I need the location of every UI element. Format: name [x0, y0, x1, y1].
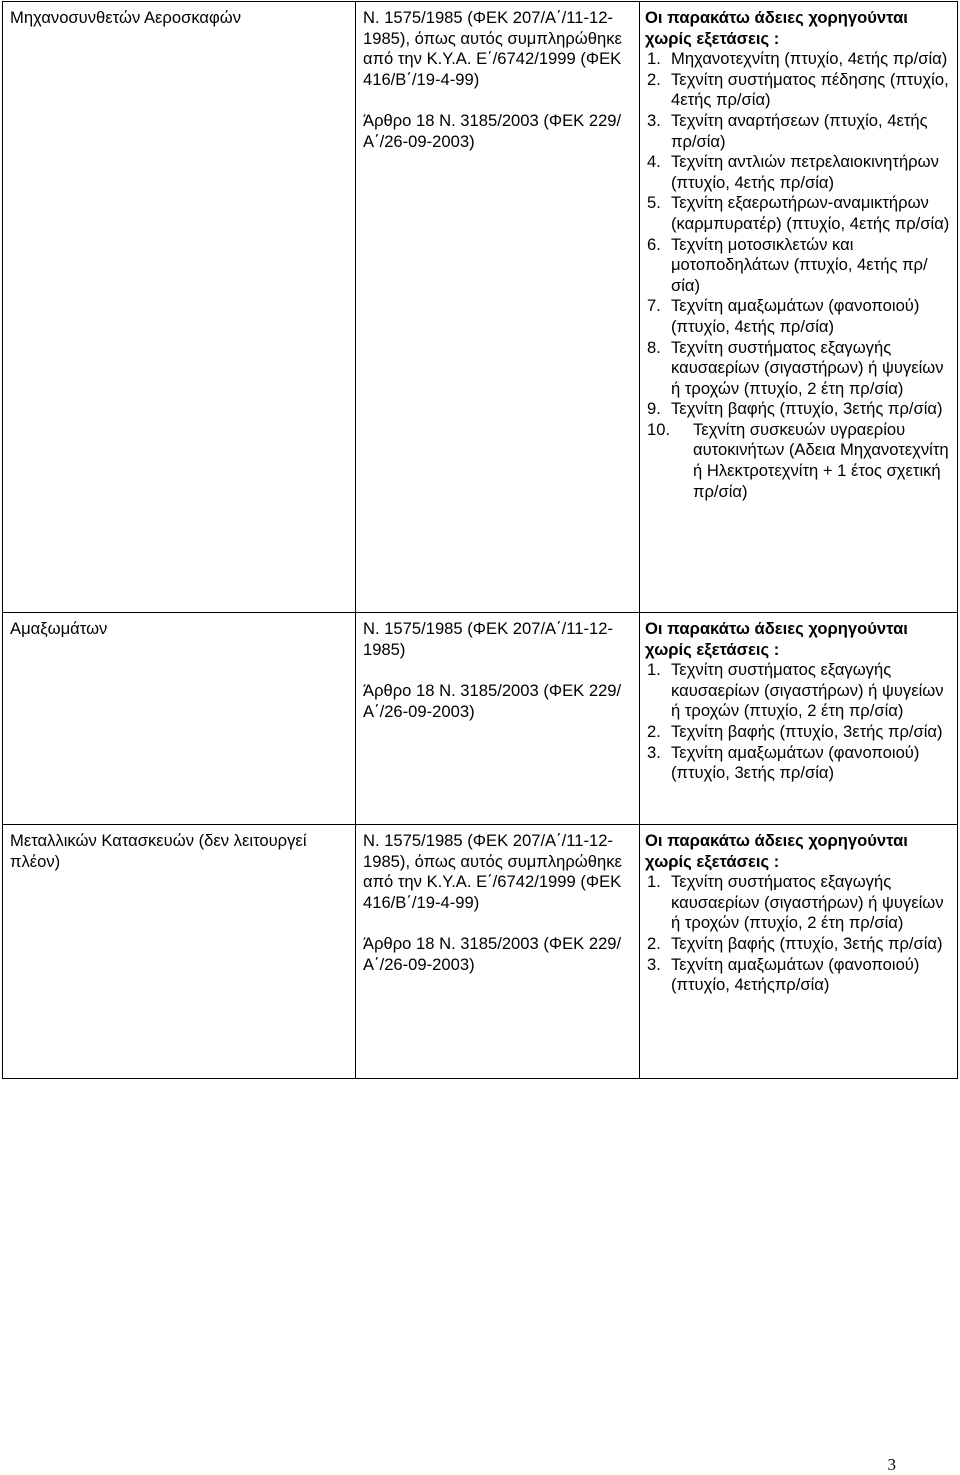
- item-text: Τεχνίτη συστήματος εξαγωγής καυσαερίων (σιγαστήρων) ή ψυγείων ή τροχών (πτυχίο, 2 έτη πρ/σία): [671, 660, 944, 721]
- list-item: [647, 722, 950, 743]
- list-item: [647, 338, 950, 400]
- permits-cell: [640, 825, 958, 1079]
- item-text: Τεχνίτη μοτοσικλετών και μοτοποδηλάτων (πτυχίο, 4ετής πρ/σία): [671, 234, 928, 295]
- permits-heading: Οι παρακάτω άδειες χορηγούνται χωρίς εξετάσεις :: [645, 8, 908, 48]
- list-item: [647, 193, 950, 234]
- legal-basis-cell: [356, 825, 640, 1079]
- item-text: Τεχνίτη βαφής (πτυχίο, 3ετής πρ/σία): [671, 721, 943, 741]
- item-text: Τεχνίτη συστήματος πέδησης (πτυχίο, 4ετής πρ/σία): [671, 69, 949, 110]
- category-name: Αμαξωμάτων: [10, 619, 108, 638]
- item-text: Τεχνίτη αμαξωμάτων (φανοποιού) (πτυχίο, 3ετής πρ/σία): [671, 742, 920, 783]
- item-text: Τεχνίτη αμαξωμάτων (φανοποιού) (πτυχίο, 4ετής πρ/σία): [671, 296, 920, 336]
- legal-basis-cell: [356, 2, 640, 613]
- category-cell: [3, 825, 356, 1079]
- item-text: Τεχνίτη βαφής (πτυχίο, 3ετής πρ/σία): [671, 399, 943, 419]
- list-item: [647, 660, 950, 722]
- item-number: 1.: [647, 49, 661, 69]
- category-name: Μηχανοσυνθετών Αεροσκαφών: [10, 8, 242, 27]
- item-number: 8.: [647, 337, 661, 357]
- item-number: 3.: [647, 742, 661, 762]
- table-row: [3, 2, 958, 613]
- legal-reference: Άρθρο 18 Ν. 3185/2003 (ΦΕΚ 229/Α΄/26-09-2003): [363, 111, 622, 151]
- item-number: 7.: [647, 296, 661, 316]
- item-number: 2.: [647, 69, 661, 89]
- category-cell: [3, 613, 356, 825]
- list-item: [647, 296, 950, 337]
- item-number: 5.: [647, 193, 661, 213]
- item-number: 3.: [647, 110, 661, 130]
- list-item: [647, 49, 950, 70]
- item-text: Τεχνίτη αναρτήσεων (πτυχίο, 4ετής πρ/σία): [671, 110, 928, 151]
- list-item: [647, 743, 950, 784]
- item-text: Τεχνίτη αμαξωμάτων (φανοποιού) (πτυχίο, 4ετήςπρ/σία): [671, 954, 920, 995]
- item-number: 6.: [647, 234, 661, 254]
- item-number: 4.: [647, 152, 661, 172]
- item-number: 10.: [647, 419, 671, 439]
- item-text: Τεχνίτη συστήματος εξαγωγής καυσαερίων (σιγαστήρων) ή ψυγείων ή τροχών (πτυχίο, 2 έτη πρ/σία): [671, 872, 944, 933]
- legal-reference: Ν. 1575/1985 (ΦΕΚ 207/Α΄/11-12-1985): [363, 619, 613, 659]
- category-cell: [3, 2, 356, 613]
- list-item: [647, 399, 950, 420]
- item-text: Τεχνίτη συσκευών υγραερίου αυτοκινήτων (Αδεια Μηχανοτεχνίτη ή Ηλεκτροτεχνίτη + 1 έτος σχετική πρ/σία): [693, 419, 949, 501]
- list-item: [647, 955, 950, 996]
- list-item: [647, 70, 950, 111]
- table-row: [3, 825, 958, 1079]
- permits-list: [647, 660, 950, 784]
- category-name: Μεταλλικών Κατασκευών (δεν λειτουργεί πλέον): [10, 831, 307, 871]
- item-text: Τεχνίτη αντλιών πετρελαιοκινητήρων (πτυχίο, 4ετής πρ/σία): [671, 152, 939, 192]
- specialties-table: [2, 1, 958, 1079]
- permits-list: [647, 872, 950, 996]
- legal-reference: Ν. 1575/1985 (ΦΕΚ 207/Α΄/11-12-1985), όπως αυτός συμπληρώθηκε από την Κ.Υ.Α. Ε΄/6742/1999 (ΦΕΚ 416/Β΄/19-4-99): [363, 831, 622, 912]
- list-item: [647, 111, 950, 152]
- table-row: [3, 613, 958, 825]
- page-number: 3: [887, 1455, 896, 1474]
- item-number: 1.: [647, 872, 661, 892]
- item-number: 3.: [647, 954, 661, 974]
- permits-list: [647, 49, 950, 502]
- list-item: [647, 872, 950, 934]
- legal-reference: Άρθρο 18 Ν. 3185/2003 (ΦΕΚ 229/Α΄/26-09-2003): [363, 681, 622, 721]
- legal-reference: Άρθρο 18 Ν. 3185/2003 (ΦΕΚ 229/Α΄/26-09-2003): [363, 934, 622, 974]
- permits-cell: [640, 2, 958, 613]
- item-text: Τεχνίτη συστήματος εξαγωγής καυσαερίων (σιγαστήρων) ή ψυγείων ή τροχών (πτυχίο, 2 έτη πρ/σία): [671, 337, 944, 398]
- permits-heading: Οι παρακάτω άδειες χορηγούνται χωρίς εξετάσεις :: [645, 619, 908, 659]
- permits-cell: [640, 613, 958, 825]
- item-text: Μηχανοτεχνίτη (πτυχίο, 4ετής πρ/σία): [671, 49, 948, 69]
- list-item: [647, 152, 950, 193]
- list-item: [647, 934, 950, 955]
- item-text: Τεχνίτη εξαερωτήρων-αναμικτήρων (καρμπυρατέρ) (πτυχίο, 4ετής πρ/σία): [671, 193, 950, 233]
- item-number: 9.: [647, 399, 661, 419]
- item-number: 1.: [647, 660, 661, 680]
- legal-reference: Ν. 1575/1985 (ΦΕΚ 207/Α΄/11-12-1985), όπως αυτός συμπληρώθηκε από την Κ.Υ.Α. Ε΄/6742/1999 (ΦΕΚ 416/Β΄/19-4-99): [363, 8, 622, 89]
- list-item: [647, 235, 950, 297]
- item-text: Τεχνίτη βαφής (πτυχίο, 3ετής πρ/σία): [671, 933, 943, 953]
- list-item: [647, 420, 950, 502]
- item-number: 2.: [647, 933, 661, 953]
- item-number: 2.: [647, 721, 661, 741]
- legal-basis-cell: [356, 613, 640, 825]
- permits-heading: Οι παρακάτω άδειες χορηγούνται χωρίς εξετάσεις :: [645, 831, 908, 871]
